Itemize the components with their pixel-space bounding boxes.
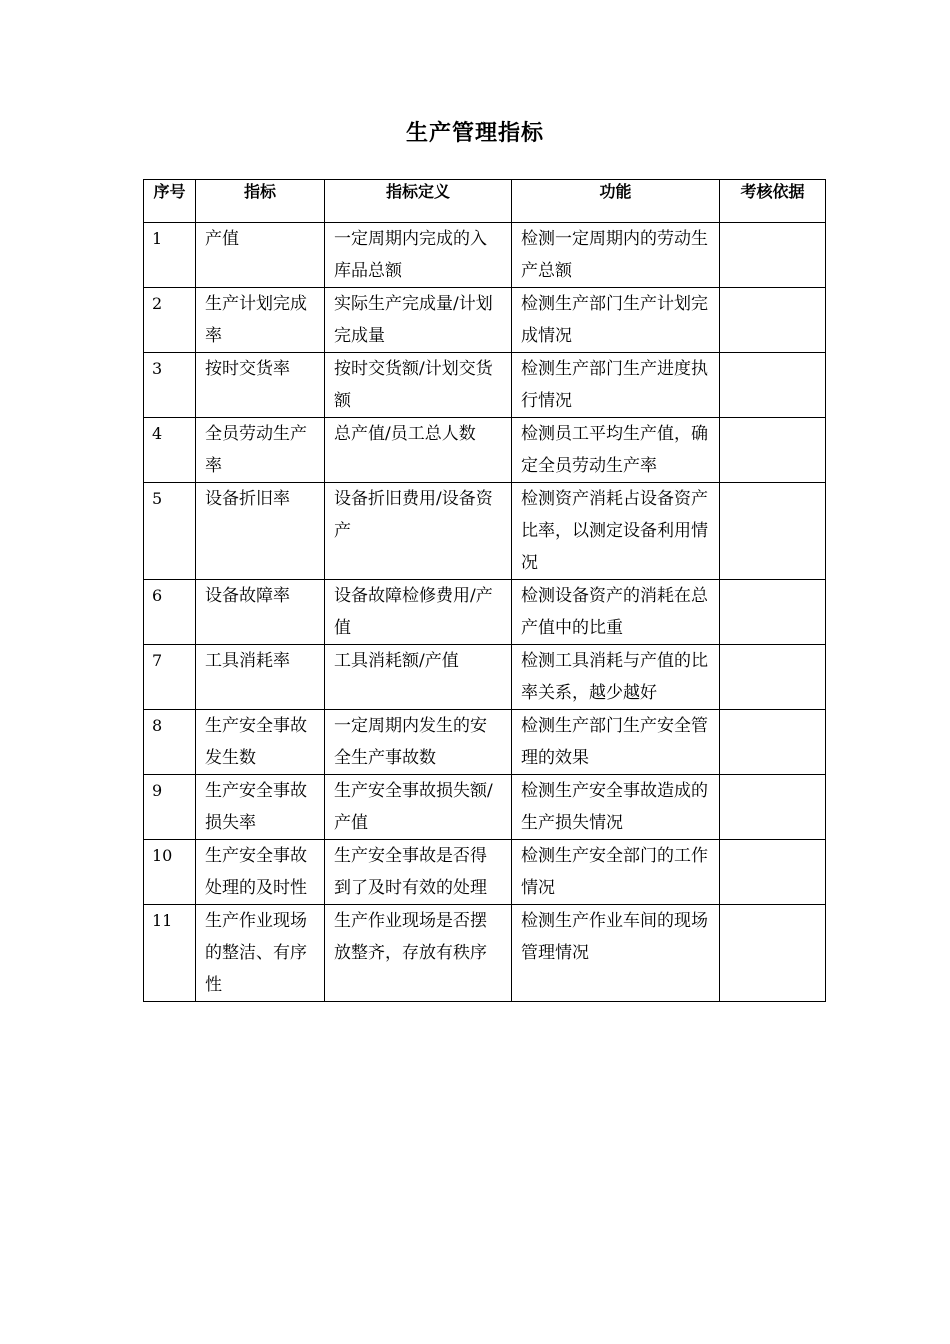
- cell-definition: 工具消耗额/产值: [325, 645, 512, 710]
- cell-number: 5: [144, 483, 196, 580]
- header-basis: 考核依据: [720, 180, 826, 223]
- cell-basis: [720, 418, 826, 483]
- cell-definition: 设备折旧费用/设备资产: [325, 483, 512, 580]
- cell-function: 检测生产安全部门的工作情况: [512, 840, 720, 905]
- cell-function: 检测一定周期内的劳动生产总额: [512, 223, 720, 288]
- table-row: [144, 288, 826, 353]
- cell-definition: 一定周期内完成的入库品总额: [325, 223, 512, 288]
- cell-basis: [720, 645, 826, 710]
- page-title: 生产管理指标: [405, 121, 544, 146]
- table-row: [144, 353, 826, 418]
- cell-basis: [720, 288, 826, 353]
- cell-definition: 设备故障检修费用/产值: [325, 580, 512, 645]
- cell-number: 6: [144, 580, 196, 645]
- cell-definition: 生产作业现场是否摆放整齐，存放有秩序: [325, 905, 512, 1002]
- cell-indicator: 产值: [196, 223, 325, 288]
- cell-function: 检测生产部门生产进度执行情况: [512, 353, 720, 418]
- cell-basis: [720, 483, 826, 580]
- cell-number: 2: [144, 288, 196, 353]
- table-row: [144, 483, 826, 580]
- table-row: [144, 580, 826, 645]
- cell-function: 检测生产作业车间的现场管理情况: [512, 905, 720, 1002]
- cell-basis: [720, 353, 826, 418]
- table-body: [144, 223, 826, 1002]
- cell-function: 检测员工平均生产值，确定全员劳动生产率: [512, 418, 720, 483]
- metrics-table: [143, 179, 826, 1002]
- cell-basis: [720, 710, 826, 775]
- cell-number: 3: [144, 353, 196, 418]
- cell-function: 检测生产安全事故造成的生产损失情况: [512, 775, 720, 840]
- cell-definition: 一定周期内发生的安全生产事故数: [325, 710, 512, 775]
- table-row: [144, 418, 826, 483]
- table-row: [144, 775, 826, 840]
- cell-basis: [720, 840, 826, 905]
- cell-definition: 生产安全事故是否得到了及时有效的处理: [325, 840, 512, 905]
- cell-indicator: 生产安全事故处理的及时性: [196, 840, 325, 905]
- cell-number: 4: [144, 418, 196, 483]
- table-row: [144, 905, 826, 1002]
- cell-number: 8: [144, 710, 196, 775]
- cell-indicator: 设备故障率: [196, 580, 325, 645]
- header-number: 序号: [144, 180, 196, 223]
- cell-definition: 按时交货额/计划交货额: [325, 353, 512, 418]
- cell-number: 11: [144, 905, 196, 1002]
- cell-definition: 生产安全事故损失额/产值: [325, 775, 512, 840]
- cell-definition: 总产值/员工总人数: [325, 418, 512, 483]
- cell-function: 检测设备资产的消耗在总产值中的比重: [512, 580, 720, 645]
- cell-indicator: 设备折旧率: [196, 483, 325, 580]
- table-row: [144, 223, 826, 288]
- cell-number: 10: [144, 840, 196, 905]
- cell-definition: 实际生产完成量/计划完成量: [325, 288, 512, 353]
- cell-function: 检测资产消耗占设备资产比率，以测定设备利用情况: [512, 483, 720, 580]
- header-function: 功能: [512, 180, 720, 223]
- cell-basis: [720, 580, 826, 645]
- cell-indicator: 生产安全事故发生数: [196, 710, 325, 775]
- cell-indicator: 生产安全事故损失率: [196, 775, 325, 840]
- cell-number: 9: [144, 775, 196, 840]
- cell-function: 检测生产部门生产计划完成情况: [512, 288, 720, 353]
- cell-indicator: 生产计划完成率: [196, 288, 325, 353]
- cell-basis: [720, 905, 826, 1002]
- table-row: [144, 645, 826, 710]
- header-definition: 指标定义: [325, 180, 512, 223]
- table-row: [144, 840, 826, 905]
- cell-number: 7: [144, 645, 196, 710]
- cell-indicator: 按时交货率: [196, 353, 325, 418]
- cell-basis: [720, 775, 826, 840]
- cell-function: 检测工具消耗与产值的比率关系，越少越好: [512, 645, 720, 710]
- cell-function: 检测生产部门生产安全管理的效果: [512, 710, 720, 775]
- header-indicator: 指标: [196, 180, 325, 223]
- cell-indicator: 工具消耗率: [196, 645, 325, 710]
- table-row: [144, 710, 826, 775]
- cell-indicator: 生产作业现场的整洁、有序性: [196, 905, 325, 1002]
- table-header-row: [144, 180, 826, 223]
- cell-basis: [720, 223, 826, 288]
- cell-number: 1: [144, 223, 196, 288]
- cell-indicator: 全员劳动生产率: [196, 418, 325, 483]
